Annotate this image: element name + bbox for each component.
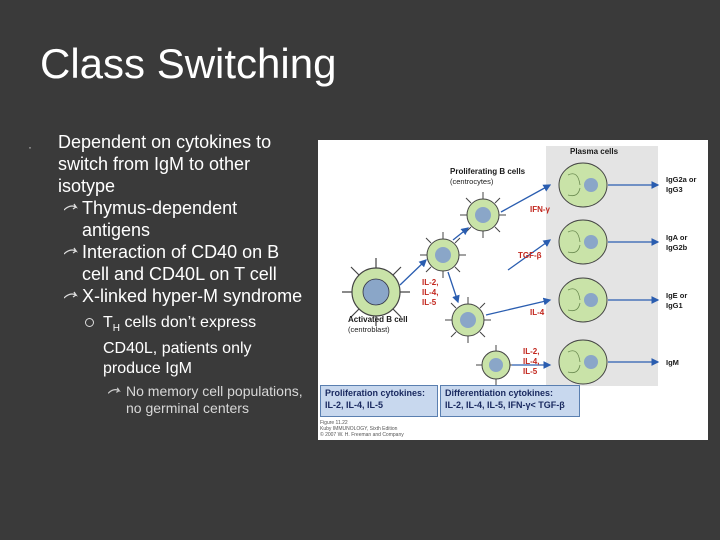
bullet-sub-hyperm	[58, 285, 308, 307]
proliferating-b-cell-3	[445, 297, 491, 343]
circle-bullet-icon	[85, 318, 94, 327]
proliferation-cytokines-title: Proliferation cytokines:	[325, 388, 426, 398]
bullet-memory	[58, 383, 308, 417]
arrow-bullet-icon	[64, 290, 78, 302]
cyto-ifn: IFN-γ	[530, 205, 550, 214]
arrow-bullet-icon	[108, 386, 121, 397]
bullet-main: Dependent on cytokines to switch from IgM to other isotype	[58, 132, 272, 196]
proliferation-cytokines-values: IL-2, IL-4, IL-5	[325, 400, 384, 410]
bullet-sub-cd40	[58, 241, 308, 285]
out-3a: IgE or	[666, 291, 688, 300]
class-switching-figure	[318, 140, 708, 440]
bullet-sub-thymus-text: Thymus-dependent antigens	[82, 198, 238, 240]
label-plasma-cells: Plasma cells	[570, 147, 619, 156]
differentiation-cytokines-box	[440, 385, 580, 417]
bullet-sub-hyperm-text: X-linked hyper-M syndrome	[82, 286, 303, 306]
bullet-list	[58, 131, 308, 417]
arrow-prolif-up	[453, 228, 468, 240]
bullet-sub-thymus	[58, 197, 308, 241]
plasma-cell-3	[559, 278, 607, 322]
slide-title: Class Switching	[40, 40, 337, 87]
plasma-cell-4	[559, 340, 607, 384]
bullet-memory-text: No memory cell populations, no germinal centers	[126, 383, 303, 417]
label-activated: Activated B cell	[348, 315, 408, 324]
out-1a: IgG2a or	[666, 175, 697, 184]
figure-credit	[320, 420, 404, 438]
cyto-left-1: IL-2,	[422, 278, 439, 287]
cyto-bottom-2: IL-4,	[523, 357, 540, 366]
plasma-cell-1	[559, 163, 607, 207]
out-1b: IgG3	[666, 185, 683, 194]
arrow-bullet-icon	[64, 246, 78, 258]
arrow-prolif-down	[448, 272, 458, 302]
bullet-th-subscript: H	[112, 323, 121, 335]
arrow-bullet-icon	[64, 202, 78, 214]
label-centroblast: (centroblast)	[348, 325, 390, 334]
credit-copyright: © 2007 W. H. Freeman and Company	[320, 432, 404, 438]
differentiation-cytokines-title: Differentiation cytokines:	[445, 388, 554, 398]
out-2a: IgA or	[666, 233, 688, 242]
cyto-il4: IL-4	[530, 308, 545, 317]
credit-figure-number: Figure 11.22	[320, 420, 348, 426]
bullet-th-prefix: T	[103, 314, 113, 331]
proliferating-b-cell-1	[460, 192, 506, 238]
bullet-th-cells	[58, 313, 308, 379]
proliferating-b-cell-4	[476, 345, 516, 385]
out-4: IgM	[666, 358, 679, 367]
credit-book: Kuby IMMUNOLOGY, Sixth Edition	[320, 426, 398, 432]
differentiation-cytokines-values: IL-2, IL-4, IL-5, IFN-γ< TGF-β	[445, 400, 565, 410]
label-proliferating: Proliferating B cells	[450, 167, 526, 176]
bullet-sub-cd40-text: Interaction of CD40 on B cell and CD40L on T cell	[82, 242, 280, 284]
cyto-left-3: IL-5	[422, 298, 437, 307]
proliferation-cytokines-box	[320, 385, 438, 417]
bullet-th-rest: cells don’t express CD40L, patients only produce IgM	[103, 314, 257, 378]
plasma-cell-2	[559, 220, 607, 264]
out-2b: IgG2b	[666, 243, 688, 252]
cyto-tgf: TGF-β	[518, 251, 542, 260]
bullet-marker: ·	[28, 140, 32, 154]
proliferating-b-cell-2	[420, 232, 466, 278]
label-centrocytes: (centrocytes)	[450, 177, 494, 186]
cyto-bottom-1: IL-2,	[523, 347, 540, 356]
out-3b: IgG1	[666, 301, 683, 310]
cyto-bottom-3: IL-5	[523, 367, 538, 376]
cyto-left-2: IL-4,	[422, 288, 439, 297]
